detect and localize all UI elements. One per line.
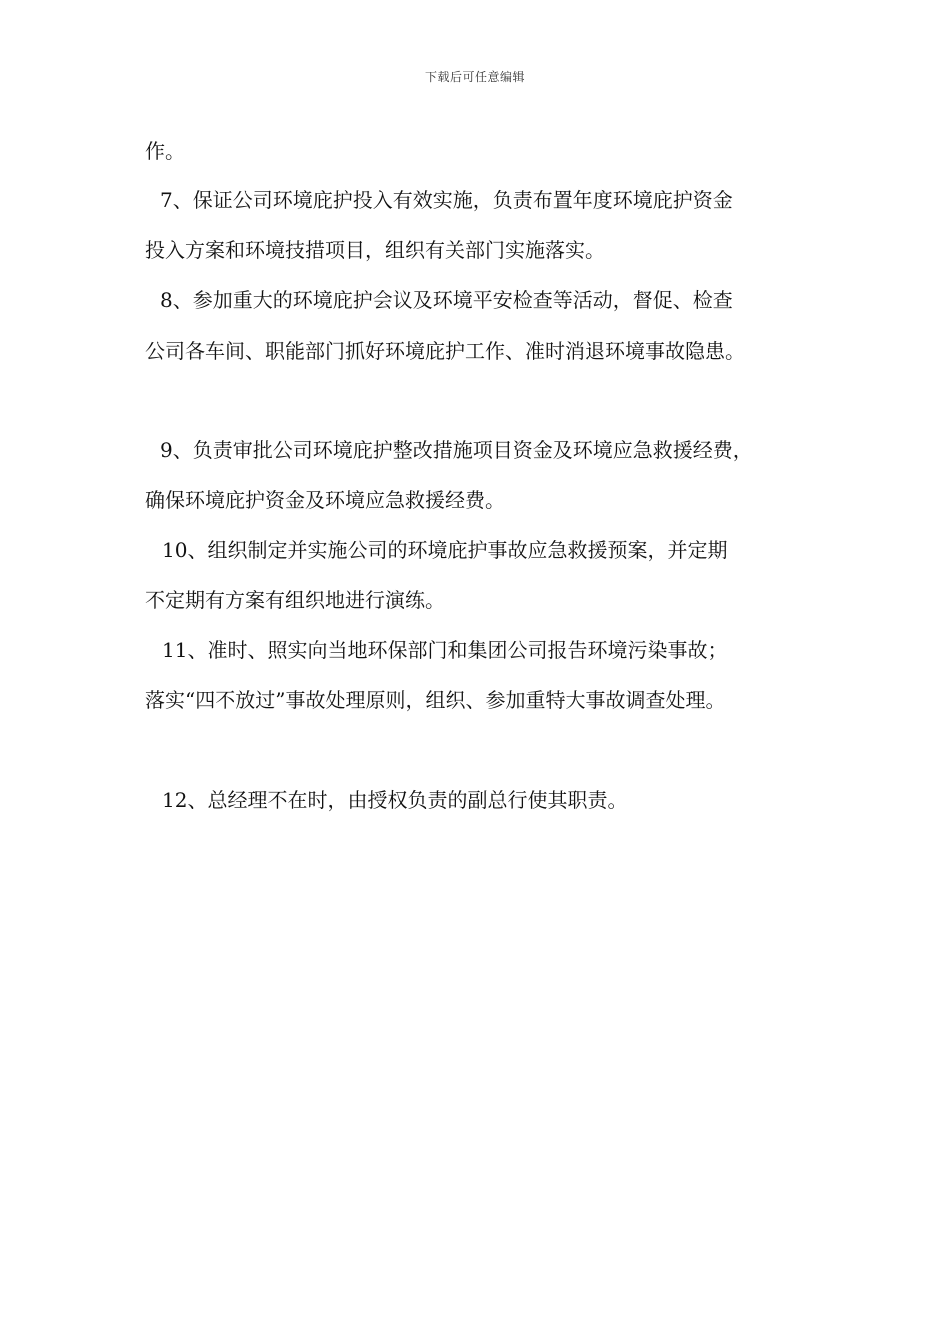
header-note: 下载后可任意编辑 — [424, 70, 525, 84]
text-line: 作。 — [145, 139, 185, 163]
text-line: 确保环境庇护资金及环境应急救援经费。 — [145, 488, 505, 512]
text-line: 10、组织制定并实施公司的环境庇护事故应急救援预案，并定期 — [162, 538, 728, 562]
text-line: 公司各车间、职能部门抓好环境庇护工作、准时消退环境事故隐患。 — [145, 339, 745, 363]
text-line: 7、保证公司环境庇护投入有效实施，负责布置年度环境庇护资金 — [160, 188, 733, 212]
text-line: 12、总经理不在时，由授权负责的副总行使其职责。 — [162, 788, 628, 812]
text-line: 投入方案和环境技措项目，组织有关部门实施落实。 — [145, 238, 605, 262]
text-line: 8、参加重大的环境庇护会议及环境平安检查等活动，督促、检查 — [160, 288, 733, 312]
text-line: 不定期有方案有组织地进行演练。 — [145, 588, 445, 612]
text-line: 落实“四不放过”事故处理原则，组织、参加重特大事故调查处理。 — [145, 688, 726, 712]
text-line: 9、负责审批公司环境庇护整改措施项目资金及环境应急救援经费， — [160, 438, 753, 462]
text-line: 11、准时、照实向当地环保部门和集团公司报告环境污染事故； — [162, 638, 728, 662]
